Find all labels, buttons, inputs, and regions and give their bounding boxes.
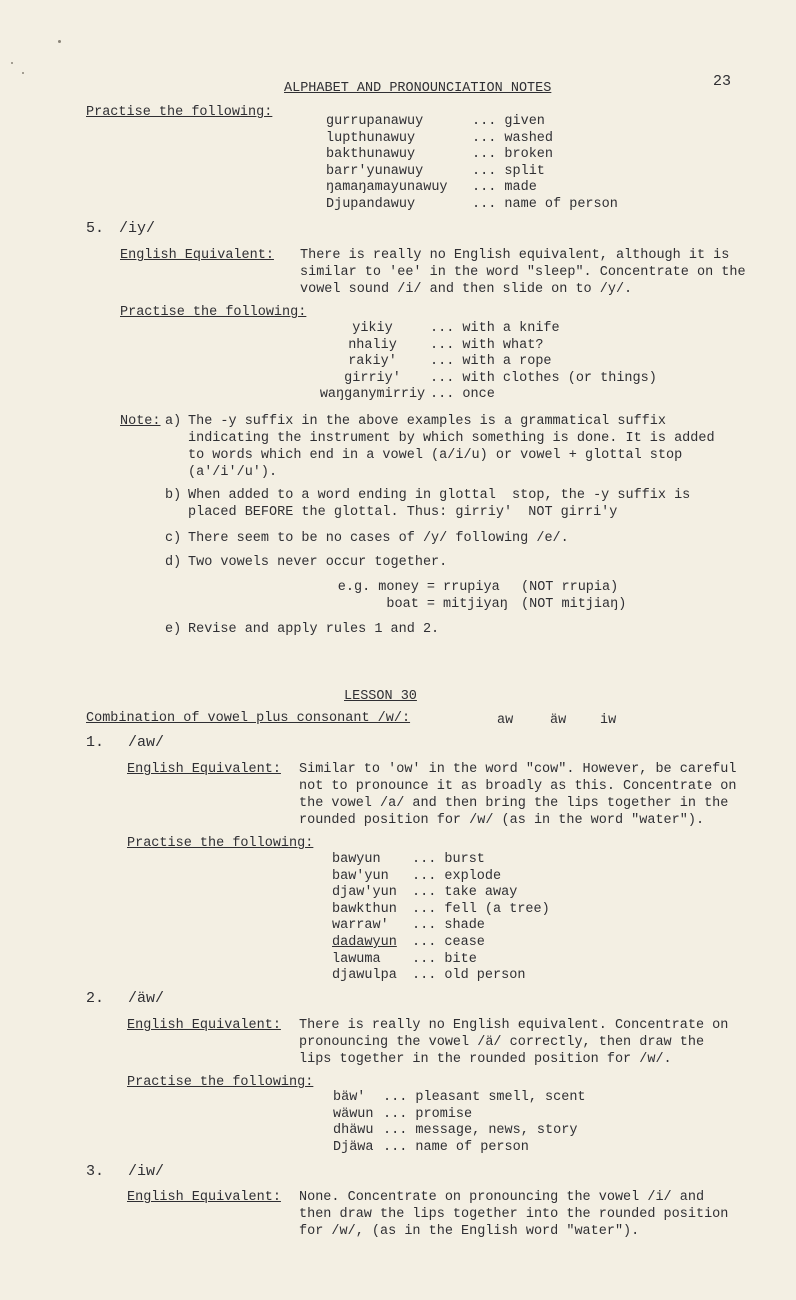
note-b-text: When added to a word ending in glottal stop, the -y suffix is placed BEFORE the glottal. Thus: girriy' NOT girri'y [188, 488, 691, 520]
lesson-title: LESSON 30 [344, 689, 417, 704]
section-2-word-list [333, 1090, 586, 1156]
section-2-eq-text: There is really no English equivalent. Concentrate on pronouncing the vowel /ä/ correctly, then draw the lips together in the rounded position for /w/. [299, 1018, 729, 1067]
word-row: warraw' ... shade [332, 918, 485, 934]
section-2-practise-label: Practise the following: [127, 1075, 314, 1090]
paper-speck [22, 72, 24, 74]
word-row: nhaliy ... with what? [348, 337, 544, 353]
section-5-practise-label: Practise the following: [120, 305, 307, 320]
word-row: lupthunawuy ... washed [326, 130, 554, 146]
note-d-text: Two vowels never occur together. [188, 555, 448, 570]
section-3-number: 3. [86, 1163, 105, 1180]
word-row: dhäwu ... message, news, story [333, 1123, 578, 1139]
combo-iw: iw [600, 713, 617, 728]
section-1-symbol: /aw/ [128, 734, 165, 751]
word-row: bäw' ... pleasant smell, scent [333, 1090, 586, 1105]
note-label: Note: [120, 414, 161, 429]
word-row: ŋamaŋamayunawuy ... made [326, 180, 537, 196]
section-2-eq-label: English Equivalent: [127, 1018, 281, 1033]
word-row: bawkthun ... fell (a tree) [332, 901, 550, 917]
combo-aw: aw [497, 713, 514, 728]
section-1-word-list [332, 852, 550, 985]
section-2-symbol: /äw/ [128, 990, 165, 1007]
example-row: boat = mitjiyaŋ (NOT mitjiaŋ) [386, 597, 627, 612]
section-3-eq-label: English Equivalent: [127, 1190, 281, 1205]
word-row: barr'yunawuy ... split [326, 163, 545, 179]
section-3-eq-text: None. Concentrate on pronouncing the vowel /i/ and then draw the lips together into the rounded position for /w/, (as in the English word "water"). [299, 1190, 729, 1239]
word-row: gurrupanawuy ... given [326, 114, 545, 129]
word-row: bakthunawuy ... broken [326, 147, 554, 163]
word-row: djaw'yun ... take away [332, 885, 518, 901]
page-number: 23 [713, 73, 732, 90]
note-e-letter: e) [165, 622, 182, 637]
word-row: yikiy ... with a knife [352, 321, 560, 336]
paper-speck [58, 40, 61, 43]
word-row: dadawyun ... cease [332, 934, 485, 950]
word-row: rakiy' ... with a rope [348, 354, 552, 370]
combination-label: Combination of vowel plus consonant /w/: [86, 711, 411, 726]
examples-block [325, 579, 626, 613]
section-5-eq-text: There is really no English equivalent, although it is similar to 'ee' in the word "sleep". Concentrate on the vowel sound /i/ and then slide on to /y/. [300, 248, 746, 297]
practise-label-top: Practise the following: [86, 105, 273, 120]
word-row: girriy' ... with clothes (or things) [344, 370, 657, 386]
section-5-number: 5. [86, 220, 105, 237]
combo-aw-umlaut: äw [550, 713, 567, 728]
header-title: ALPHABET AND PRONOUNCIATION NOTES [284, 81, 552, 96]
note-a-text: The -y suffix in the above examples is a grammatical suffix indicating the instrument by which something is done. It is added to words which end in a vowel (a/i/u) or vowel + glottal stop (a'/i'/u'). [188, 414, 715, 480]
note-d-letter: d) [165, 555, 182, 570]
word-row: baw'yun ... explode [332, 868, 502, 884]
example-row: e.g. money = rrupiya (NOT rrupia) [337, 580, 619, 595]
section-5-eq-label: English Equivalent: [120, 248, 274, 263]
word-row: Djäwa ... name of person [333, 1139, 529, 1155]
paper-speck [11, 62, 13, 64]
word-row: waŋganymirriy ... once [319, 387, 495, 403]
note-b-letter: b) [165, 488, 182, 503]
section-1-number: 1. [86, 734, 105, 751]
note-e-text: Revise and apply rules 1 and 2. [188, 622, 440, 637]
section-1-practise-label: Practise the following: [127, 836, 314, 851]
note-c-text: There seem to be no cases of /y/ following /e/. [188, 531, 569, 546]
word-row: Djupandawuy ... name of person [326, 196, 618, 212]
note-a-letter: a) [165, 414, 182, 429]
section-5-symbol: /iy/ [119, 220, 156, 237]
word-list-top [326, 114, 618, 214]
note-c-letter: c) [165, 531, 182, 546]
section-1-eq-label: English Equivalent: [127, 762, 281, 777]
word-row: wäwun ... promise [333, 1106, 473, 1122]
word-row: lawuma ... bite [332, 951, 477, 967]
word-row: bawyun ... burst [332, 852, 485, 867]
section-1-eq-text: Similar to 'ow' in the word "cow". However, be careful not to pronounce it as broadly as this. Concentrate on the vowel /a/ and then bring the lips together in the rounded position for /w/ (as in the word "water"). [299, 762, 737, 828]
section-2-number: 2. [86, 990, 105, 1007]
word-row: djawulpa ... old person [332, 968, 526, 984]
section-5-word-list [315, 321, 657, 404]
section-3-symbol: /iw/ [128, 1163, 165, 1180]
